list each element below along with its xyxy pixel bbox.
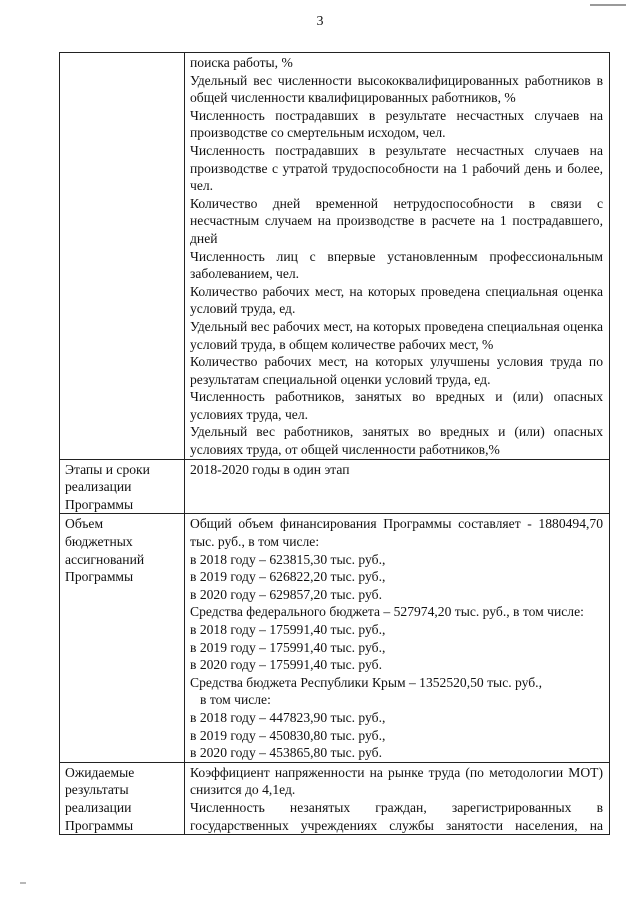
label-line: реализации [65,479,132,495]
indicators-content-cell [185,53,610,460]
label-line: бюджетных [65,534,133,550]
stages-label-cell [60,459,185,514]
indicator-line: Количество дней временной нетрудоспособности в связи с несчастным случаем на производстве в расчете на 1 пострадавшего, дней [190,195,603,246]
label-line: Ожидаемые [65,764,135,780]
funding-line: в том числе: [200,692,271,708]
label-line: реализации [65,799,132,815]
funding-content-cell [185,514,610,762]
label-line: Программы [65,569,134,585]
indicator-line: поиска работы, % [190,55,293,70]
label-line: Программы [65,817,134,833]
indicators-row [60,53,610,460]
funding-line: в 2019 году – 175991,40 тыс. руб., [190,639,386,655]
funding-line: в 2018 году – 175991,40 тыс. руб., [190,622,386,637]
label-line: Этапы и сроки [65,461,150,477]
program-passport-table [59,52,610,835]
funding-line: в 2019 году – 450830,80 тыс. руб., [190,727,386,743]
results-content-cell [185,762,610,834]
page-number: 3 [316,14,324,29]
label-line: Программы [65,496,134,512]
stages-line: 2018-2020 годы в один этап [190,461,350,477]
funding-line: в 2020 году – 175991,40 тыс. руб. [190,657,382,673]
indicator-line: Удельный вес численности высококвалифицированных работников в общей численности квалифицированных работников, % [190,72,603,106]
results-line: Коэффициент напряженности на рынке труда (по методологии МОТ) снизится до 4,1ед. [190,764,603,798]
funding-line: в 2020 году – 453865,80 тыс. руб. [190,745,382,761]
indicators-label-cell [60,53,185,460]
results-line: Численность незанятых граждан, зарегистрированных в государственных учреждениях службы занятости населения, на [190,799,603,833]
funding-line: в 2018 году – 623815,30 тыс. руб., [190,551,386,567]
funding-line: Общий объем финансирования Программы составляет - 1880494,70 тыс. руб., в том числе: [190,516,603,550]
funding-line: Средства бюджета Республики Крым – 1352520,50 тыс. руб., [190,674,542,690]
edge-scan-mark [20,882,26,884]
label-line: Объем [65,516,104,532]
indicator-line: Количество рабочих мест, на которых улучшены условия труда по результатам специальной оценки условий труда, ед. [190,354,603,387]
label-line: результаты [65,782,129,798]
results-label-cell [60,762,185,834]
indicator-line: Численность работников, занятых во вредных и (или) опасных условиях труда, чел. [190,389,603,422]
corner-scan-mark [590,4,626,6]
indicator-line: Численность пострадавших в результате несчастных случаев на производстве с утратой трудоспособности на 1 рабочий день и более, чел. [190,142,603,194]
indicator-line: Численность лиц с впервые установленным профессиональным заболеванием, чел. [190,248,603,282]
stages-content-cell [185,459,610,514]
funding-row [60,514,610,762]
results-row [60,762,610,834]
indicator-line: Количество рабочих мест, на которых проведена специальная оценка условий труда, ед. [190,283,603,317]
funding-label-cell [60,514,185,762]
indicator-line: Удельный вес рабочих мест, на которых проведена специальная оценка условий труда, в общем количестве рабочих мест, % [190,318,603,352]
funding-line: в 2019 году – 626822,20 тыс. руб., [190,569,386,585]
funding-line: в 2020 году – 629857,20 тыс. руб. [190,586,382,602]
stages-row [60,459,610,514]
indicator-line: Удельный вес работников, занятых во вредных и (или) опасных условиях труда, от общей численности работников,% [190,424,603,458]
indicator-line: Численность пострадавших в результате несчастных случаев на производстве со смертельным исходом, чел. [190,107,603,141]
label-line: ассигнований [65,551,145,567]
funding-line: Средства федерального бюджета – 527974,20 тыс. руб., в том числе: [190,604,584,620]
funding-line: в 2018 году – 447823,90 тыс. руб., [190,709,386,725]
